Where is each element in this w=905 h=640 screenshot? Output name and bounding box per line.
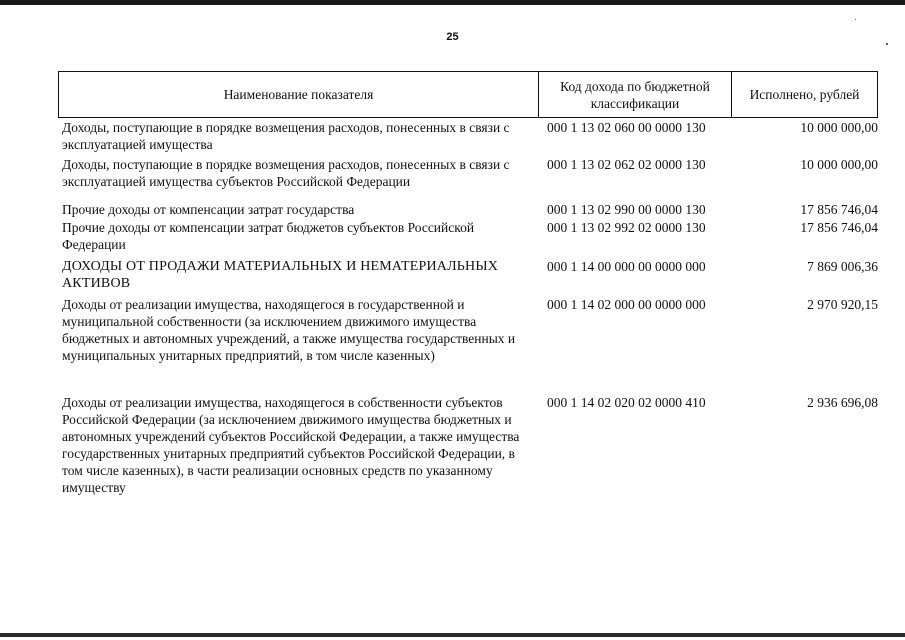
row-name: Прочие доходы от компенсации затрат государства — [62, 202, 355, 217]
row-code: 000 1 13 02 990 00 0000 130 — [547, 202, 706, 217]
column-header-name: Наименование показателя — [59, 72, 539, 117]
row-amount: 2 970 920,15 — [807, 297, 878, 312]
scan-speck — [855, 19, 856, 20]
page-number: 25 — [446, 31, 459, 43]
row-name: ДОХОДЫ ОТ ПРОДАЖИ МАТЕРИАЛЬНЫХ И НЕМАТЕРИАЛЬНЫХ АКТИВОВ — [62, 259, 499, 291]
row-amount: 17 856 746,04 — [800, 202, 878, 217]
row-amount: 10 000 000,00 — [800, 120, 878, 135]
row-amount: 7 869 006,36 — [807, 259, 878, 274]
row-name: Доходы от реализации имущества, находящегося в государственной и муниципальной собственности (за исключением движимого имущества бюджетных и автономных учреждений, а также имущества государственных и муниципальных унитарных предприятий, в том числе казенных) — [62, 297, 516, 363]
table-header — [58, 71, 878, 118]
row-name: Доходы, поступающие в порядке возмещения расходов, понесенных в связи с эксплуатацией имущества субъектов Российской Федерации — [62, 157, 510, 189]
row-name: Доходы от реализации имущества, находящегося в собственности субъектов Российской Федерации (за исключением движимого имущества бюджетных и автономных учреждений субъектов Российской Федерации, а также имущества государственных унитарных предприятий субъектов Российской Федерации, в том числе казенных), в части реализации основных средств по указанному имуществу — [62, 395, 520, 495]
column-header-code: Код дохода по бюджетной классификации — [539, 72, 732, 117]
row-code: 000 1 13 02 060 00 0000 130 — [547, 120, 706, 135]
row-amount: 10 000 000,00 — [800, 157, 878, 172]
row-name: Доходы, поступающие в порядке возмещения расходов, понесенных в связи с эксплуатацией имущества — [62, 120, 510, 152]
row-amount: 17 856 746,04 — [800, 220, 878, 235]
row-name: Прочие доходы от компенсации затрат бюджетов субъектов Российской Федерации — [62, 220, 475, 252]
column-header-amount: Исполнено, рублей — [749, 87, 860, 102]
scan-speck — [886, 43, 888, 45]
row-code: 000 1 14 02 020 02 0000 410 — [547, 395, 706, 410]
row-code: 000 1 13 02 992 02 0000 130 — [547, 220, 706, 235]
row-code: 000 1 13 02 062 02 0000 130 — [547, 157, 706, 172]
row-code: 000 1 14 02 000 00 0000 000 — [547, 297, 706, 312]
row-amount: 2 936 696,08 — [807, 395, 878, 410]
row-code: 000 1 14 00 000 00 0000 000 — [547, 259, 706, 274]
scan-edge-bottom — [0, 633, 905, 637]
scan-edge-top — [0, 0, 905, 5]
